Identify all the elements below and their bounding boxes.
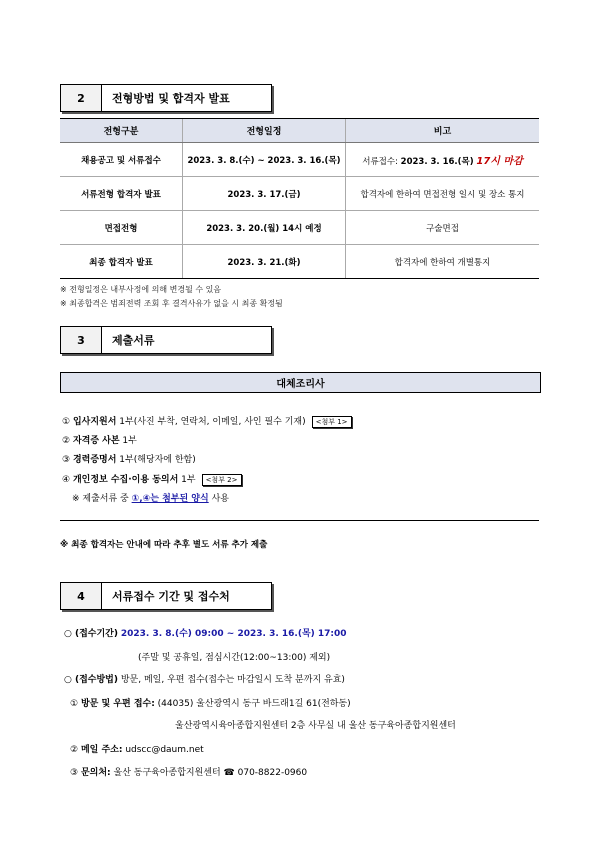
- table-row: [60, 143, 539, 177]
- item-title: 입사지원서: [72, 417, 117, 427]
- cell-stage: 면접전형: [60, 211, 183, 245]
- cell-stage: 서류전형 합격자 발표: [60, 177, 183, 211]
- period-exclusion: (주말 및 공휴일, 점심시간(12:00~13:00) 제외): [138, 653, 331, 663]
- section-number: 4: [61, 583, 102, 609]
- cell-stage: 최종 합격자 발표: [60, 245, 183, 279]
- cell-note: 구술면접: [346, 211, 540, 245]
- period-line: [64, 626, 347, 639]
- item-desc: 1부: [178, 475, 196, 485]
- item-number: ③: [70, 768, 79, 778]
- item-title: 경력증명서: [72, 455, 117, 465]
- cell-note: 합격자에 한하여 개별통지: [346, 245, 540, 279]
- doc-note: [72, 491, 229, 504]
- note-prefix: 서류접수:: [362, 157, 401, 167]
- item-number: ②: [62, 436, 71, 446]
- table-header-row: [60, 119, 539, 143]
- section-number: 3: [61, 327, 102, 353]
- period-value: 2023. 3. 8.(수) 09:00 ~ 2023. 3. 16.(목) 17:00: [120, 629, 347, 639]
- cell-note: [346, 143, 540, 177]
- section-title: 전형방법 및 합격자 발표: [112, 92, 230, 105]
- period-label: ○ (접수기간): [64, 629, 118, 639]
- col-header: 비고: [346, 119, 540, 143]
- section-title: 제출서류: [112, 334, 155, 347]
- attachment-tag: <첨부 1>: [312, 416, 352, 428]
- method-value: 방문, 메일, 우편 접수(접수는 마감일시 도착 분까지 유효): [118, 675, 345, 685]
- item-number: ④: [62, 475, 71, 485]
- email-label: 메일 주소:: [80, 745, 123, 755]
- cell-date: 2023. 3. 21.(화): [183, 245, 346, 279]
- contact-value: 울산 동구육아종합지원센터 ☎ 070-8822-0960: [110, 768, 308, 778]
- schedule-note: ※ 전형일정은 내부사정에 의해 변경될 수 있음: [60, 285, 222, 294]
- doc-item-1: [62, 414, 352, 428]
- final-note: ※ 최종 합격자는 안내에 따라 추후 별도 서류 추가 제출: [60, 540, 268, 550]
- section-title: 서류접수 기간 및 접수처: [112, 590, 230, 603]
- section-3-header: [60, 326, 272, 354]
- schedule-note: ※ 최종합격은 범죄전력 조회 후 결격사유가 없을 시 최종 확정됨: [60, 299, 283, 308]
- schedule-table: [60, 118, 539, 279]
- doc-item-4: [62, 472, 242, 486]
- item-number: ①: [70, 699, 79, 709]
- cell-date: 2023. 3. 20.(월) 14시 예정: [183, 211, 346, 245]
- email-line: [70, 742, 204, 755]
- contact-label: 문의처:: [80, 768, 111, 778]
- note-date: 2023. 3. 16.(목): [400, 157, 474, 167]
- item-number: ②: [70, 745, 79, 755]
- cell-date: 2023. 3. 17.(금): [183, 177, 346, 211]
- email-value: udscc@daum.net: [122, 745, 204, 755]
- visit-label: 방문 및 우편 접수:: [80, 699, 155, 709]
- note-highlight: ①,④는 첨부된 양식: [131, 494, 209, 504]
- section-4-header: [60, 582, 272, 610]
- item-number: ①: [62, 417, 71, 427]
- item-title: 개인정보 수집·이용 동의서: [72, 475, 179, 485]
- cell-stage: 채용공고 및 서류접수: [60, 143, 183, 177]
- doc-item-2: [62, 433, 137, 446]
- table-row: [60, 177, 539, 211]
- deadline-text: 17시 마감: [476, 156, 523, 167]
- item-desc: 1부: [119, 436, 137, 446]
- method-line: [64, 672, 345, 685]
- col-header: 전형일정: [183, 119, 346, 143]
- contact-line: [70, 765, 307, 778]
- item-title: 자격증 사본: [72, 436, 120, 446]
- item-number: ③: [62, 455, 71, 465]
- attachment-tag: <첨부 2>: [202, 474, 242, 486]
- item-desc: 1부(해당자에 한함): [116, 455, 196, 465]
- visit-address: (44035) 울산광역시 동구 바드래1길 61(전하동): [154, 699, 351, 709]
- visit-address-detail: 울산광역시육아종합지원센터 2층 사무실 내 울산 동구육아종합지원센터: [175, 721, 456, 731]
- note-suffix: 사용: [208, 494, 229, 504]
- visit-line: [70, 696, 351, 709]
- col-header: 전형구분: [60, 119, 183, 143]
- method-label: ○ (접수방법): [64, 675, 118, 685]
- cell-date: 2023. 3. 8.(수) ~ 2023. 3. 16.(목): [183, 143, 346, 177]
- item-desc: 1부(사진 부착, 연락처, 이메일, 사인 필수 기재): [116, 417, 306, 427]
- table-row: [60, 245, 539, 279]
- note-prefix: ※ 제출서류 중: [72, 494, 132, 504]
- position-banner: 대체조리사: [60, 372, 541, 393]
- doc-item-3: [62, 452, 196, 465]
- section-number: 2: [61, 85, 102, 111]
- divider: [60, 520, 539, 521]
- section-2-header: [60, 84, 272, 112]
- table-row: [60, 211, 539, 245]
- cell-note: 합격자에 한하여 면접전형 일시 및 장소 통지: [346, 177, 540, 211]
